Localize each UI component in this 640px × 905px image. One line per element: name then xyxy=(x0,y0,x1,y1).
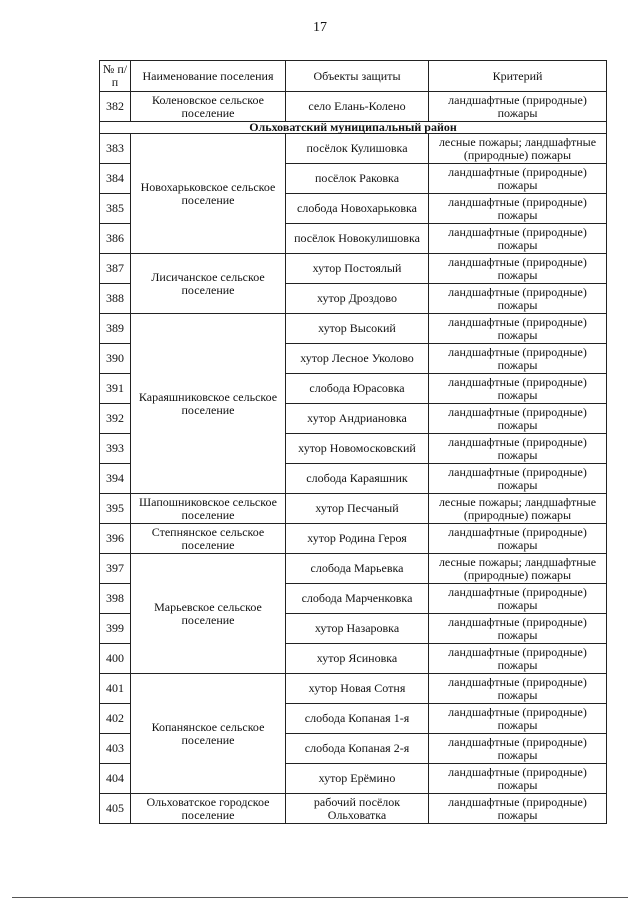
criterion-cell: ландшафтные (природные) пожары xyxy=(429,314,607,344)
settlement-cell: Новохарьковское сельское поселение xyxy=(131,134,286,254)
object-cell: посёлок Кулишовка xyxy=(286,134,429,164)
table-row xyxy=(100,674,607,704)
criterion-cell: ландшафтные (природные) пожары xyxy=(429,374,607,404)
row-number: 397 xyxy=(100,554,131,584)
row-number: 403 xyxy=(100,734,131,764)
criterion-cell: ландшафтные (природные) пожары xyxy=(429,674,607,704)
settlement-cell: Коленовское сельское поселение xyxy=(131,92,286,122)
row-number: 389 xyxy=(100,314,131,344)
criterion-cell: ландшафтные (природные) пожары xyxy=(429,524,607,554)
object-cell: рабочий посёлок Ольховатка xyxy=(286,794,429,824)
object-cell: село Елань-Колено xyxy=(286,92,429,122)
row-number: 396 xyxy=(100,524,131,554)
criterion-cell: ландшафтные (природные) пожары xyxy=(429,164,607,194)
row-number: 385 xyxy=(100,194,131,224)
table-row xyxy=(100,314,607,344)
settlement-cell: Марьевское сельское поселение xyxy=(131,554,286,674)
criterion-cell: ландшафтные (природные) пожары xyxy=(429,464,607,494)
criterion-cell: ландшафтные (природные) пожары xyxy=(429,344,607,374)
object-cell: хутор Постоялый xyxy=(286,254,429,284)
object-cell: слобода Юрасовка xyxy=(286,374,429,404)
row-number: 400 xyxy=(100,644,131,674)
row-number: 386 xyxy=(100,224,131,254)
settlement-cell: Степнянское сельское поселение xyxy=(131,524,286,554)
table-header-row xyxy=(100,61,607,92)
settlement-cell: Шапошниковское сельское поселение xyxy=(131,494,286,524)
criterion-cell: ландшафтные (природные) пожары xyxy=(429,734,607,764)
table-row xyxy=(100,524,607,554)
row-number: 404 xyxy=(100,764,131,794)
settlement-cell: Копанянское сельское поселение xyxy=(131,674,286,794)
criterion-cell: ландшафтные (природные) пожары xyxy=(429,404,607,434)
row-number: 382 xyxy=(100,92,131,122)
object-cell: посёлок Новокулишовка xyxy=(286,224,429,254)
object-cell: хутор Дроздово xyxy=(286,284,429,314)
table-row xyxy=(100,794,607,824)
criterion-cell: ландшафтные (природные) пожары xyxy=(429,584,607,614)
table-row xyxy=(100,134,607,164)
page-number: 17 xyxy=(313,20,327,35)
object-cell: слобода Марьевка xyxy=(286,554,429,584)
object-cell: хутор Ерёмино xyxy=(286,764,429,794)
object-cell: слобода Копаная 1-я xyxy=(286,704,429,734)
section-row xyxy=(100,122,607,134)
criterion-cell: ландшафтные (природные) пожары xyxy=(429,704,607,734)
object-cell: слобода Марченковка xyxy=(286,584,429,614)
criterion-cell: лесные пожары; ландшафтные (природные) пожары xyxy=(429,134,607,164)
object-cell: хутор Назаровка xyxy=(286,614,429,644)
criterion-cell: ландшафтные (природные) пожары xyxy=(429,92,607,122)
row-number: 383 xyxy=(100,134,131,164)
criterion-cell: лесные пожары; ландшафтные (природные) пожары xyxy=(429,554,607,584)
header-object: Объекты защиты xyxy=(286,61,429,92)
row-number: 394 xyxy=(100,464,131,494)
object-cell: хутор Высокий xyxy=(286,314,429,344)
criterion-cell: ландшафтные (природные) пожары xyxy=(429,194,607,224)
object-cell: хутор Лесное Уколово xyxy=(286,344,429,374)
criterion-cell: ландшафтные (природные) пожары xyxy=(429,254,607,284)
object-cell: хутор Новая Сотня xyxy=(286,674,429,704)
row-number: 398 xyxy=(100,584,131,614)
protection-objects-table xyxy=(99,60,607,824)
settlement-cell: Караяшниковское сельское поселение xyxy=(131,314,286,494)
object-cell: слобода Копаная 2-я xyxy=(286,734,429,764)
row-number: 388 xyxy=(100,284,131,314)
object-cell: слобода Новохарьковка xyxy=(286,194,429,224)
row-number: 384 xyxy=(100,164,131,194)
object-cell: хутор Андриановка xyxy=(286,404,429,434)
row-number: 393 xyxy=(100,434,131,464)
object-cell: посёлок Раковка xyxy=(286,164,429,194)
header-number: № п/п xyxy=(100,61,131,92)
row-number: 402 xyxy=(100,704,131,734)
row-number: 390 xyxy=(100,344,131,374)
row-number: 391 xyxy=(100,374,131,404)
row-number: 399 xyxy=(100,614,131,644)
row-number: 395 xyxy=(100,494,131,524)
object-cell: хутор Родина Героя xyxy=(286,524,429,554)
criterion-cell: ландшафтные (природные) пожары xyxy=(429,284,607,314)
table-row xyxy=(100,254,607,284)
object-cell: хутор Песчаный xyxy=(286,494,429,524)
criterion-cell: ландшафтные (природные) пожары xyxy=(429,614,607,644)
table-row xyxy=(100,92,607,122)
page-bottom-rule xyxy=(12,897,628,898)
header-criterion: Критерий xyxy=(429,61,607,92)
row-number: 401 xyxy=(100,674,131,704)
section-title: Ольховатский муниципальный район xyxy=(100,122,607,134)
criterion-cell: ландшафтные (природные) пожары xyxy=(429,434,607,464)
criterion-cell: лесные пожары; ландшафтные (природные) пожары xyxy=(429,494,607,524)
object-cell: слобода Караяшник xyxy=(286,464,429,494)
settlement-cell: Лисичанское сельское поселение xyxy=(131,254,286,314)
object-cell: хутор Новомосковский xyxy=(286,434,429,464)
object-cell: хутор Ясиновка xyxy=(286,644,429,674)
settlement-cell: Ольховатское городское поселение xyxy=(131,794,286,824)
row-number: 387 xyxy=(100,254,131,284)
row-number: 392 xyxy=(100,404,131,434)
table-body xyxy=(100,61,607,824)
header-settlement: Наименование поселения xyxy=(131,61,286,92)
criterion-cell: ландшафтные (природные) пожары xyxy=(429,764,607,794)
row-number: 405 xyxy=(100,794,131,824)
criterion-cell: ландшафтные (природные) пожары xyxy=(429,224,607,254)
table-row xyxy=(100,494,607,524)
criterion-cell: ландшафтные (природные) пожары xyxy=(429,644,607,674)
table-row xyxy=(100,554,607,584)
criterion-cell: ландшафтные (природные) пожары xyxy=(429,794,607,824)
